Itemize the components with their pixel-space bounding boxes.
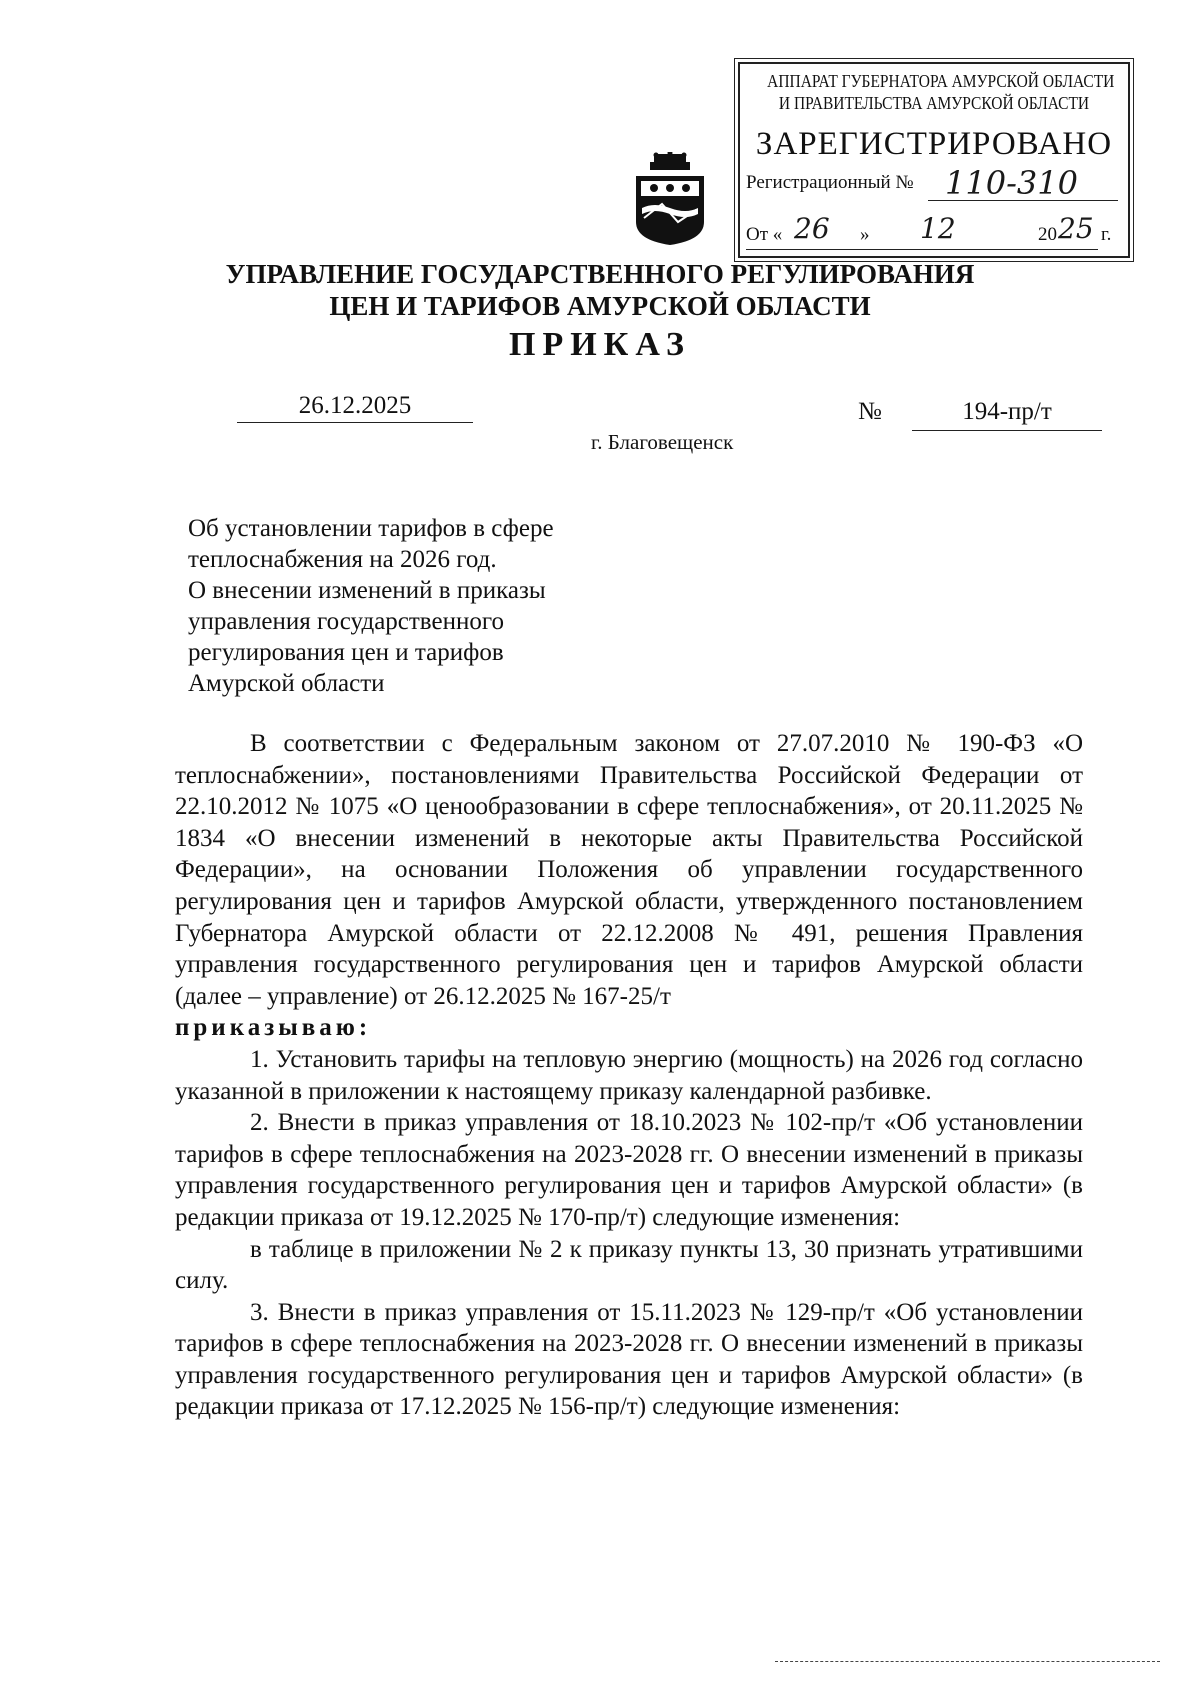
document-number-label: № [858,398,882,425]
stamp-reg-number: 110-310 [945,164,1078,202]
document-subject [188,513,554,699]
document-city: г. Благовещенск [591,430,734,454]
subject-line: управления государственного [188,608,504,635]
document-number: 194-пр/т [912,398,1102,431]
stamp-date-year-prefix: 20 [1038,224,1057,245]
item-2-subparagraph: в таблице в приложении № 2 к приказу пункты 13, 30 признать утратившими силу. [175,1235,1083,1295]
stamp-header-line1: АППАРАТ ГУБЕРНАТОРА АМУРСКОЙ ОБЛАСТИ [767,71,1115,91]
item-3-paragraph: 3. Внести в приказ управления от 15.11.2023 № 129-пр/т «Об установлении тарифов в сфере теплоснабжения на 2023-2028 гг. О внесении изменений в приказы управления государственного регулирования цен и тарифов Амурской области» (в редакции приказа от 17.12.2025 № 156-пр/т) следующие изменения: [175,1298,1083,1421]
stamp-date-end: г. [1101,224,1112,245]
document-title: ПРИКАЗ [509,326,691,363]
order-verb: приказываю: [175,1014,372,1042]
subject-line: Амурской области [188,670,385,697]
stamp-header-line2: И ПРАВИТЕЛЬСТВА АМУРСКОЙ ОБЛАСТИ [778,93,1090,113]
preamble-paragraph: В соответствии с Федеральным законом от 27.07.2010 № 190-ФЗ «О теплоснабжении», постановлениями Правительства Российской Федерации от 22.10.2012 № 1075 «О ценообразовании в сфере теплоснабжения», от 20.11.2025 № 1834 «О внесении изменений в некоторые акты Правительства Российской Федерации», на основании Положения об управлении государственного регулирования цен и тарифов Амурской области, утвержденного постановлением Губернатора Амурской области от 22.12.2008 № 491, решения Правления управления государственного регулирования цен и тарифов Амурской области (далее – управление) от 26.12.2025 № 167-25/т [175,730,1083,1010]
subject-line: О внесении изменений в приказы [188,577,546,604]
coat-of-arms-icon [632,152,708,246]
subject-line: регулирования цен и тарифов [188,639,504,666]
stamp-title: ЗАРЕГИСТРИРОВАНО [755,126,1113,162]
stamp-date-month: 12 [920,212,956,245]
stamp-reg-row [746,172,914,194]
stamp-date-mid: » [860,224,870,245]
organization-line2: ЦЕН И ТАРИФОВ АМУРСКОЙ ОБЛАСТИ [329,291,871,321]
footer-divider [775,1661,1160,1662]
organization-line1: УПРАВЛЕНИЕ ГОСУДАРСТВЕННОГО РЕГУЛИРОВАНИЯ [225,259,975,289]
registration-stamp [738,62,1130,258]
item-1-paragraph: 1. Установить тарифы на тепловую энергию (мощность) на 2026 год согласно указанной в приложении к настоящему приказу календарной разбивке. [175,1045,1083,1105]
document-date: 26.12.2025 [237,392,473,423]
subject-line: теплоснабжения на 2026 год. [188,546,497,573]
item-2-paragraph: 2. Внести в приказ управления от 18.10.2023 № 102-пр/т «Об установлении тарифов в сфере теплоснабжения на 2023-2028 гг. О внесении изменений в приказы управления государственного регулирования цен и тарифов Амурской области» (в редакции приказа от 19.12.2025 № 170-пр/т) следующие изменения: [175,1109,1083,1231]
stamp-date-prefix: От « [746,224,783,245]
stamp-date-year-suffix: 25 [1058,212,1094,245]
stamp-date-day: 26 [794,212,830,245]
subject-line: Об установлении тарифов в сфере [188,515,554,542]
organization-name [0,258,1200,322]
document-body [175,728,1083,1423]
stamp-reg-label: Регистрационный № [746,172,914,193]
stamp-header [767,70,1115,114]
stamp-date-underline [746,249,1098,250]
